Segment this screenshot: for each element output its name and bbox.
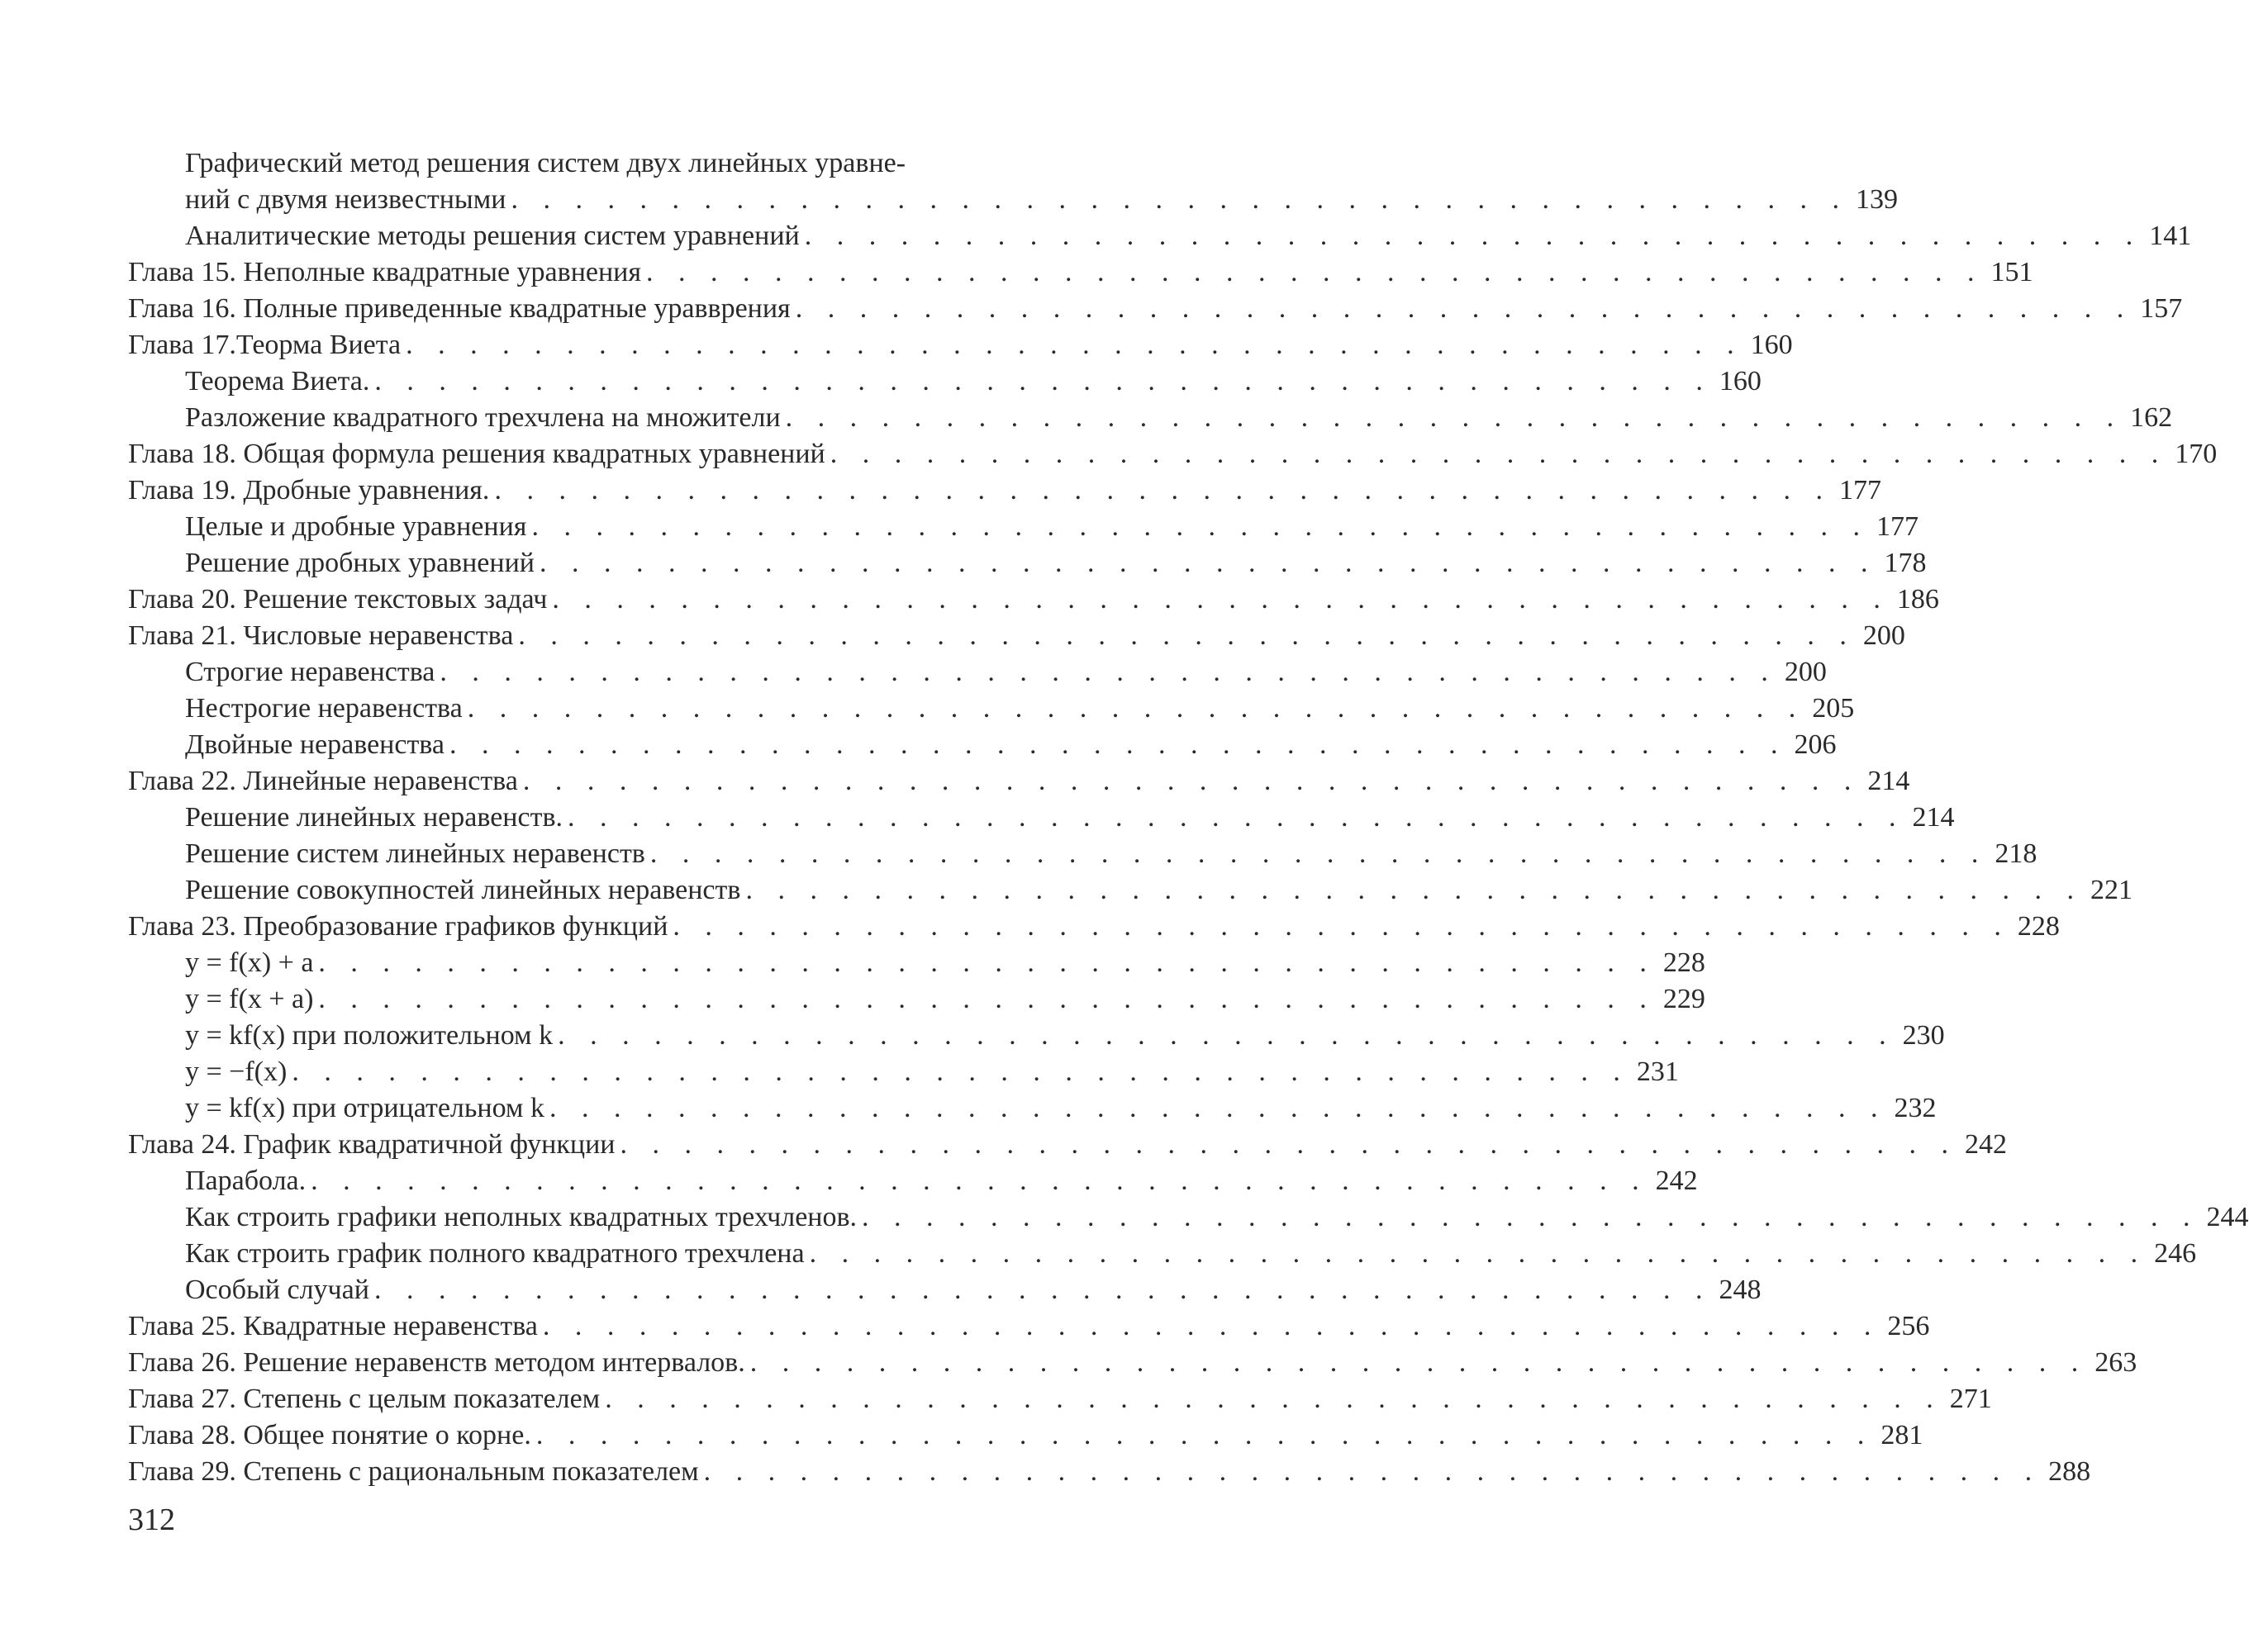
toc-entry-page: 200: [1784, 657, 1827, 687]
toc-entry-line: [185, 654, 1827, 691]
toc-leader-dots: . . . . . . . . . . . . . . . . . . . . . . . . . . . . . . . . . . . . . . . . . .: [749, 1347, 2088, 1378]
toc-chapter-entry: [128, 763, 1910, 800]
toc-chapter-entry: [128, 582, 1939, 618]
toc-entry-title: Разложение квадратного трехчлена на множители: [185, 402, 781, 433]
toc-section-entry: [128, 1163, 1698, 1199]
toc-entry-page: 141: [2149, 221, 2192, 251]
toc-entry-page: 228: [2017, 911, 2060, 942]
toc-entry-page: 157: [2140, 293, 2183, 324]
toc-section-entry: [128, 654, 1827, 691]
toc-entry-page: 162: [2130, 402, 2173, 433]
toc-leader-dots: . . . . . . . . . . . . . . . . . . . . . . . . . . . . . . . . . . . . . . . . . .: [862, 1202, 2199, 1232]
toc-entry-line: [185, 836, 2037, 872]
toc-entry-page: 177: [1876, 511, 1919, 542]
toc-entry-page: 221: [2090, 875, 2133, 905]
toc-entry-title: y = kf(x) при положительном k: [185, 1020, 554, 1051]
toc-entry-line: [185, 545, 1927, 582]
toc-leader-dots: . . . . . . . . . . . . . . . . . . . . . . . . . . . . . . . . . . . . . . . . . .: [568, 802, 1905, 833]
toc-entry-line: [185, 1236, 2197, 1272]
toc-leader-dots: . . . . . . . . . . . . . . . . . . . . . . . . . . . . . . . . . . . . . . . . . .: [673, 911, 2010, 942]
toc-entry-line: [128, 618, 1905, 654]
toc-entry-line: [185, 218, 2192, 254]
toc-leader-dots: . . . . . . . . . . . . . . . . . . . . . . . . . . . . . . . . . . . . . . . . . .: [374, 366, 1712, 396]
toc-chapter-entry: [128, 472, 1881, 509]
toc-entry-line: [185, 691, 1855, 727]
toc-section-entry: [128, 1236, 2197, 1272]
toc-entry-title: Глава 20. Решение текстовых задач: [128, 584, 548, 615]
toc-entry-line: [128, 1345, 2137, 1381]
toc-leader-dots: . . . . . . . . . . . . . . . . . . . . . . . . . . . . . . . . . . . . . . . . . .: [646, 257, 1984, 287]
toc-entry-title: Аналитические методы решения систем уравнений: [185, 221, 800, 251]
toc-entry-page: 139: [1855, 184, 1898, 215]
toc-entry-title: Глава 22. Линейные неравенства: [128, 766, 518, 796]
toc-entry-title: Глава 17.Теорма Виета: [128, 330, 402, 360]
toc-entry-page: 288: [2048, 1456, 2091, 1487]
toc-entry-line: [185, 182, 1898, 218]
toc-entry-title: Глава 15. Неполные квадратные уравнения: [128, 257, 642, 287]
toc-leader-dots: . . . . . . . . . . . . . . . . . . . . . . . . . . . . . . . . . . . . . . . . . .: [830, 439, 2168, 469]
toc-leader-dots: . . . . . . . . . . . . . . . . . . . . . . . . . . . . . . . . . . . . . . . . . .: [745, 875, 2083, 905]
toc-section-entry: [128, 1054, 1679, 1090]
toc-entry-title: y = f(x + a): [185, 984, 314, 1014]
toc-entry-line: [185, 1090, 1937, 1127]
toc-section-entry: [128, 1018, 1945, 1054]
toc-entry-page: 230: [1902, 1020, 1945, 1051]
toc-entry-page: 186: [1896, 584, 1939, 615]
toc-entry-line: [128, 327, 1793, 363]
toc-section-entry: [128, 727, 1837, 763]
toc-leader-dots: . . . . . . . . . . . . . . . . . . . . . . . . . . . . . . . . . . . . . . . . . .: [605, 1384, 1942, 1414]
toc-entry-page: 170: [2175, 439, 2218, 469]
toc-entry-page: 246: [2154, 1238, 2197, 1269]
toc-entry-title: Глава 26. Решение неравенств методом интервалов.: [128, 1347, 745, 1378]
toc-entry-line: [128, 763, 1910, 800]
toc-leader-dots: . . . . . . . . . . . . . . . . . . . . . . . . . . . . . . . . . . . . . . . . . .: [467, 693, 1805, 724]
toc-entry-page: 256: [1887, 1311, 1930, 1341]
toc-entry-page: 206: [1794, 729, 1837, 760]
toc-entry-line: [185, 1054, 1679, 1090]
toc-entry-page: 242: [1655, 1165, 1698, 1196]
toc-entry-line: [185, 400, 2173, 436]
toc-entry-line: [128, 1308, 1930, 1345]
toc-entry-page: 214: [1867, 766, 1910, 796]
toc-entry-title: Целые и дробные уравнения: [185, 511, 527, 542]
toc-section-entry: [128, 691, 1855, 727]
toc-entry-line: [128, 1417, 1923, 1454]
toc-chapter-entry: [128, 1127, 2007, 1163]
toc-entry-title: Решение дробных уравнений: [185, 548, 535, 578]
toc-entry-line: [185, 1163, 1698, 1199]
toc-entry-page: 229: [1662, 984, 1705, 1014]
toc-entry-title: y = kf(x) при отрицательном k: [185, 1093, 544, 1123]
toc-entry-page: 200: [1862, 620, 1905, 651]
toc-entry-page: 178: [1884, 548, 1927, 578]
toc-entry-title: Как строить график полного квадратного трехчлена: [185, 1238, 805, 1269]
toc-entry-line: [185, 981, 1705, 1018]
toc-entry-page: 214: [1912, 802, 1955, 833]
toc-chapter-entry: [128, 1454, 2091, 1490]
toc-entry-title: Парабола.: [185, 1165, 307, 1196]
toc-entry-line: [185, 872, 2133, 909]
toc-section-entry: [128, 981, 1705, 1018]
toc-entry-page: 263: [2094, 1347, 2137, 1378]
toc-leader-dots: . . . . . . . . . . . . . . . . . . . . . . . . . . . . . . . . . . . . . . . . . .: [785, 402, 2123, 433]
toc-entry-line: [185, 800, 1955, 836]
toc-section-entry: [128, 545, 1927, 582]
toc-entry-title-line1: Графический метод решения систем двух линейных уравне-: [185, 148, 906, 178]
toc-chapter-entry: [128, 618, 1905, 654]
toc-entry-title: Глава 18. Общая формула решения квадратных уравнений: [128, 439, 825, 469]
toc-section-entry: [128, 872, 2133, 909]
toc-leader-dots: . . . . . . . . . . . . . . . . . . . . . . . . . . . . . . . . . . . . . . . . . .: [552, 584, 1890, 615]
toc-leader-dots: . . . . . . . . . . . . . . . . . . . . . . . . . . . . . . . . . . . . . . . . . .: [649, 838, 1988, 869]
toc-leader-dots: . . . . . . . . . . . . . . . . . . . . . . . . . . . . . . . . . . . . . . . . . .: [542, 1311, 1881, 1341]
toc-entry-title: Теорема Виета.: [185, 366, 370, 396]
toc-entry-title: Глава 25. Квадратные неравенства: [128, 1311, 538, 1341]
toc-entry-title: Решение систем линейных неравенств: [185, 838, 645, 869]
toc-chapter-entry: [128, 436, 2218, 472]
toc-section-entry: [128, 945, 1705, 981]
toc-chapter-entry: [128, 1381, 1992, 1417]
toc-chapter-entry: [128, 327, 1793, 363]
toc-leader-dots: . . . . . . . . . . . . . . . . . . . . . . . . . . . . . . . . . . . . . . . . . .: [518, 620, 1856, 651]
toc-entry-line: [128, 1127, 2007, 1163]
toc-entry-line: [128, 909, 2060, 945]
toc-chapter-entry: [128, 1345, 2137, 1381]
toc-section-entry: [128, 363, 1762, 400]
toc-section-entry: [128, 509, 1919, 545]
toc-leader-dots: . . . . . . . . . . . . . . . . . . . . . . . . . . . . . . . . . . . . . . . . . .: [449, 729, 1787, 760]
toc-entry-line: [128, 254, 2033, 291]
toc-leader-dots: . . . . . . . . . . . . . . . . . . . . . . . . . . . . . . . . . . . . . . . . . .: [511, 184, 1848, 215]
toc-entry-title: Особый случай: [185, 1275, 369, 1305]
toc-entry-page: 232: [1894, 1093, 1937, 1123]
toc-entry-title: Глава 24. График квадратичной функции: [128, 1129, 616, 1160]
toc-section-entry: [128, 836, 2037, 872]
table-of-contents: [128, 145, 2249, 1490]
toc-leader-dots: . . . . . . . . . . . . . . . . . . . . . . . . . . . . . . . . . . . . . . . . . .: [703, 1456, 2042, 1487]
toc-entry-title: y = f(x) + a: [185, 947, 314, 978]
toc-section-entry: [128, 1090, 1937, 1127]
toc-leader-dots: . . . . . . . . . . . . . . . . . . . . . . . . . . . . . . . . . . . . . . . . . .: [795, 293, 2133, 324]
toc-entry-page: 228: [1662, 947, 1705, 978]
toc-entry-page: 231: [1636, 1056, 1679, 1087]
toc-entry-title: ний с двумя неизвестными: [185, 184, 506, 215]
toc-leader-dots: . . . . . . . . . . . . . . . . . . . . . . . . . . . . . . . . . . . . . . . . . .: [373, 1275, 1712, 1305]
toc-entry-page: 151: [1990, 257, 2033, 287]
toc-leader-dots: . . . . . . . . . . . . . . . . . . . . . . . . . . . . . . . . . . . . . . . . . .: [318, 984, 1656, 1014]
toc-entry-page: 242: [1964, 1129, 2007, 1160]
toc-chapter-entry: [128, 254, 2033, 291]
toc-leader-dots: . . . . . . . . . . . . . . . . . . . . . . . . . . . . . . . . . . . . . . . . . .: [531, 511, 1869, 542]
toc-leader-dots: . . . . . . . . . . . . . . . . . . . . . . . . . . . . . . . . . . . . . . . . . .: [494, 475, 1832, 506]
toc-leader-dots: . . . . . . . . . . . . . . . . . . . . . . . . . . . . . . . . . . . . . . . . . .: [318, 947, 1656, 978]
toc-leader-dots: . . . . . . . . . . . . . . . . . . . . . . . . . . . . . . . . . . . . . . . . . .: [311, 1165, 1648, 1196]
toc-leader-dots: . . . . . . . . . . . . . . . . . . . . . . . . . . . . . . . . . . . . . . . . . .: [620, 1129, 1957, 1160]
toc-leader-dots: . . . . . . . . . . . . . . . . . . . . . . . . . . . . . . . . . . . . . . . . . .: [406, 330, 1743, 360]
toc-entry-title: y = −f(x): [185, 1056, 288, 1087]
toc-entry-title: Как строить графики неполных квадратных трехчленов.: [185, 1202, 858, 1232]
toc-leader-dots: . . . . . . . . . . . . . . . . . . . . . . . . . . . . . . . . . . . . . . . . . .: [549, 1093, 1887, 1123]
toc-entry-page: 248: [1719, 1275, 1762, 1305]
toc-entry-title: Глава 23. Преобразование графиков функций: [128, 911, 668, 942]
toc-chapter-entry: [128, 1308, 1930, 1345]
toc-entry-line: [128, 582, 1939, 618]
toc-chapter-entry: [128, 291, 2183, 327]
toc-section-entry: [128, 218, 2192, 254]
toc-entry-page: 281: [1881, 1420, 1923, 1450]
toc-entry-title: Двойные неравенства: [185, 729, 445, 760]
toc-chapter-entry: [128, 1417, 1923, 1454]
toc-entry-page: 218: [1995, 838, 2037, 869]
toc-entry-line: [185, 509, 1919, 545]
toc-leader-dots: . . . . . . . . . . . . . . . . . . . . . . . . . . . . . . . . . . . . . . . . . .: [539, 548, 1877, 578]
toc-entry-page: 160: [1750, 330, 1793, 360]
toc-entry-line: [185, 363, 1762, 400]
toc-entry-line: [185, 1018, 1945, 1054]
toc-entry-line: [128, 1454, 2091, 1490]
toc-entry-page: 177: [1838, 475, 1881, 506]
toc-entry-title: Строгие неравенства: [185, 657, 435, 687]
toc-section-entry: [128, 800, 1955, 836]
toc-entry-line: [185, 945, 1705, 981]
toc-entry-page: 244: [2206, 1202, 2249, 1232]
toc-section-entry: [128, 1272, 1762, 1308]
toc-entry-title: Решение совокупностей линейных неравенств: [185, 875, 741, 905]
toc-entry-title: Нестрогие неравенства: [185, 693, 463, 724]
toc-entry-title: Глава 29. Степень с рациональным показателем: [128, 1456, 699, 1487]
toc-leader-dots: . . . . . . . . . . . . . . . . . . . . . . . . . . . . . . . . . . . . . . . . . .: [804, 221, 2142, 251]
toc-leader-dots: . . . . . . . . . . . . . . . . . . . . . . . . . . . . . . . . . . . . . . . . . .: [440, 657, 1777, 687]
toc-entry-title: Глава 19. Дробные уравнения.: [128, 475, 490, 506]
toc-entry-title: Глава 21. Числовые неравенства: [128, 620, 514, 651]
toc-entry-page: 271: [1949, 1384, 1992, 1414]
toc-entry-line: [128, 1381, 1992, 1417]
toc-leader-dots: . . . . . . . . . . . . . . . . . . . . . . . . . . . . . . . . . . . . . . . . . .: [535, 1420, 1874, 1450]
toc-entry-line: [185, 1199, 2249, 1236]
toc-entry-title: Глава 27. Степень с целым показателем: [128, 1384, 601, 1414]
toc-entry-page: 160: [1719, 366, 1762, 396]
toc-chapter-entry: [128, 909, 2060, 945]
toc-entry-line: [128, 436, 2218, 472]
toc-section-entry: [128, 1199, 2249, 1236]
toc-entry-title: Глава 28. Общее понятие о корне.: [128, 1420, 531, 1450]
toc-entry-line: [185, 727, 1837, 763]
toc-entry-page: 205: [1812, 693, 1855, 724]
toc-entry-line: [128, 291, 2183, 327]
toc-section-entry: [128, 400, 2173, 436]
toc-entry-title: Решение линейных неравенств.: [185, 802, 563, 833]
page-number-folio: 312: [128, 1502, 175, 1537]
toc-leader-dots: . . . . . . . . . . . . . . . . . . . . . . . . . . . . . . . . . . . . . . . . . .: [522, 766, 1861, 796]
toc-leader-dots: . . . . . . . . . . . . . . . . . . . . . . . . . . . . . . . . . . . . . . . . . .: [809, 1238, 2147, 1269]
toc-entry-line: [185, 1272, 1762, 1308]
toc-section-entry: [128, 145, 1898, 218]
toc-leader-dots: . . . . . . . . . . . . . . . . . . . . . . . . . . . . . . . . . . . . . . . . . .: [558, 1020, 1895, 1051]
toc-entry-line: [128, 472, 1881, 509]
toc-entry-title: Глава 16. Полные приведенные квадратные уравврения: [128, 293, 791, 324]
toc-leader-dots: . . . . . . . . . . . . . . . . . . . . . . . . . . . . . . . . . . . . . . . . . .: [292, 1056, 1629, 1087]
